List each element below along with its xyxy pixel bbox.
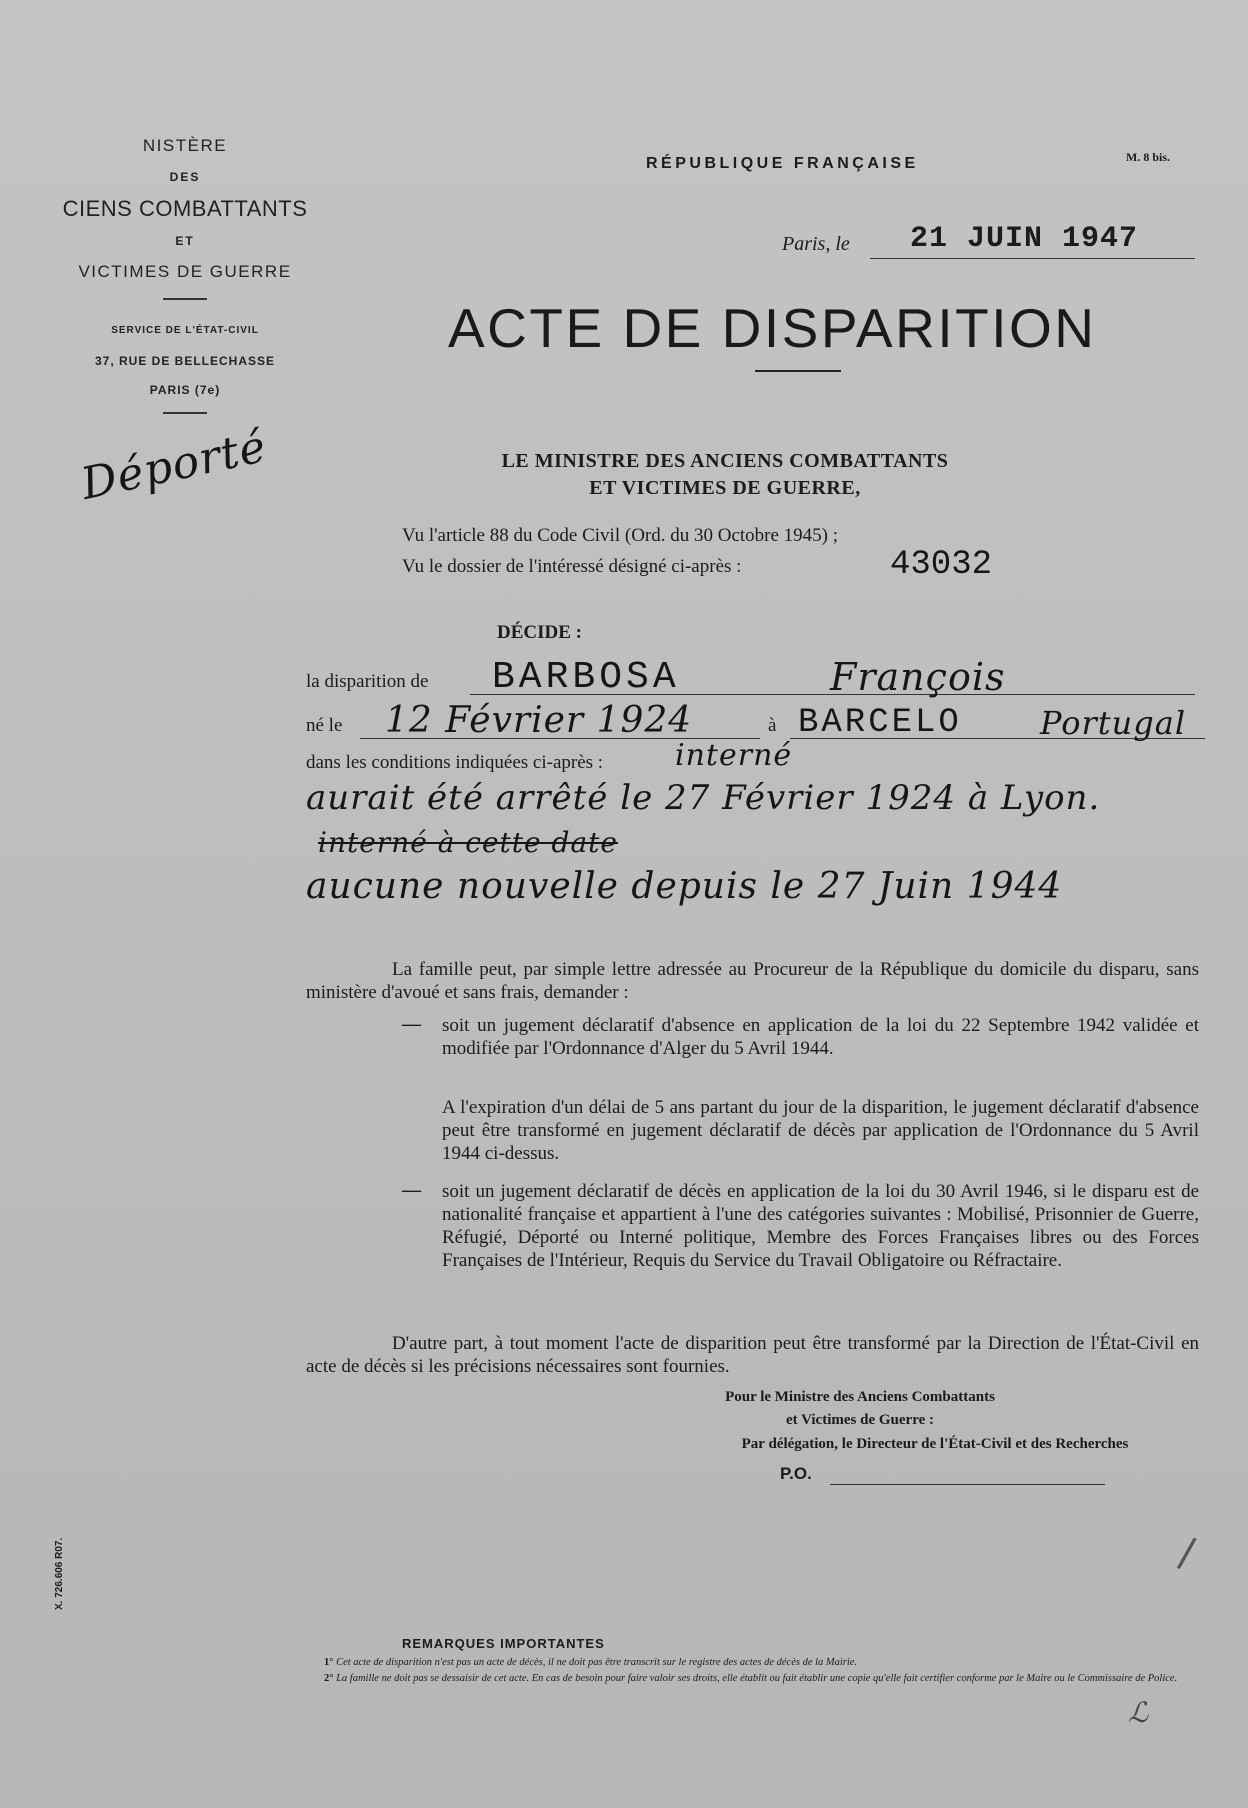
paris-label: Paris, le bbox=[782, 233, 850, 255]
remarque-2-text: La famille ne doit pas se dessaisir de cet acte. En cas de besoin pour faire valoir ses droits, elle établit ou fait établir une copie qu'elle fait certifier conforme par le Maire ou le Commissaire de Police. bbox=[336, 1673, 1178, 1684]
dossier-number: 43032 bbox=[890, 546, 993, 584]
title-underline bbox=[755, 370, 841, 372]
vu-article: Vu l'article 88 du Code Civil (Ord. du 30 Octobre 1945) ; bbox=[402, 525, 839, 546]
dash-2: — bbox=[402, 1180, 421, 1201]
address-label: 37, RUE DE BELLECHASSE bbox=[94, 354, 276, 368]
remarque-2-num: 2° bbox=[324, 1673, 334, 1684]
minister-line-2: ET VICTIMES DE GUERRE, bbox=[589, 477, 861, 499]
dash-1: — bbox=[402, 1014, 421, 1035]
ministry-line-4: ET bbox=[175, 234, 195, 248]
hw-line-1: aurait été arrêté le 27 Février 1924 à Lyon. bbox=[306, 778, 1101, 818]
city-label: PARIS (7e) bbox=[149, 383, 221, 397]
ministry-line-2: DES bbox=[169, 170, 201, 184]
remarque-1 bbox=[324, 1656, 1204, 1669]
po-label: P.O. bbox=[780, 1464, 812, 1483]
conditions-label: dans les conditions indiquées ci-après : bbox=[306, 752, 604, 773]
ministry-line-1: NISTÈRE bbox=[142, 136, 228, 155]
remarque-1-text: Cet acte de disparition n'est pas un acte de décès, il ne doit pas être transcrit sur le registre des actes de décès de la Mairie. bbox=[336, 1657, 858, 1668]
service-label: SERVICE DE L'ÉTAT-CIVIL bbox=[111, 325, 259, 336]
item-1-sub: A l'expiration d'un délai de 5 ans partant du jour de la disparition, le jugement déclaratif d'absence peut être transformé en jugement déclaratif de décès par application de l'Ordonnance du 5 Avril 1944 ci-dessus. bbox=[442, 1097, 1199, 1164]
vu-dossier: Vu le dossier de l'intéressé désigné ci-après : bbox=[402, 556, 742, 577]
birth-country: Portugal bbox=[1040, 704, 1187, 742]
birth-place: BARCELO bbox=[798, 704, 962, 742]
header-rule-2 bbox=[163, 412, 207, 414]
decide-label: DÉCIDE : bbox=[497, 622, 582, 643]
remarques-title: REMARQUES IMPORTANTES bbox=[402, 1636, 605, 1651]
remarque-1-num: 1° bbox=[324, 1657, 334, 1668]
name-surname: BARBOSA bbox=[492, 656, 680, 699]
sig-line-1: Pour le Ministre des Anciens Combattants bbox=[725, 1389, 995, 1405]
item-1: soit un jugement déclaratif d'absence en application de la loi du 22 Septembre 1942 validée et modifiée par l'Ordonnance d'Alger du 5 Avril 1944. bbox=[442, 1015, 1199, 1059]
date-value: 21 JUIN 1947 bbox=[910, 222, 1139, 256]
hw-interne-insert: interné bbox=[675, 738, 793, 773]
signature-line bbox=[830, 1484, 1105, 1485]
hw-line-3: aucune nouvelle depuis le 27 Juin 1944 bbox=[306, 866, 1063, 907]
a-label: à bbox=[768, 715, 777, 736]
remarque-2 bbox=[324, 1672, 1204, 1685]
item-2: soit un jugement déclaratif de décès en application de la loi du 30 Avril 1946, si le disparu est de nationalité française et appartient à l'une des catégories suivantes : Mobilisé, Prisonnier de Guerre, Réfugié, Déporté ou Interné politique, Membre des Forces Françaises libres ou des Forces Françaises de l'Intérieur, Requis du Service du Travail Obligatoire ou Réfractaire. bbox=[442, 1181, 1199, 1271]
disparition-label: la disparition de bbox=[306, 671, 429, 692]
date-line bbox=[870, 258, 1195, 259]
ministry-line-5: VICTIMES DE GUERRE bbox=[78, 262, 292, 281]
model-ref: M. 8 bis. bbox=[1126, 150, 1171, 164]
document-title: ACTE DE DISPARITION bbox=[448, 297, 1097, 359]
name-first: François bbox=[830, 655, 1006, 699]
pencil-mark: / bbox=[1175, 1529, 1199, 1577]
initials-mark: ℒ bbox=[1128, 1696, 1149, 1729]
ne-le-label: né le bbox=[306, 715, 343, 736]
ministry-line-3: CIENS COMBATTANTS bbox=[62, 196, 308, 221]
header-rule-1 bbox=[163, 298, 207, 300]
sig-line-2: et Victimes de Guerre : bbox=[785, 1412, 934, 1428]
printer-ref: X. 726.606 R07. bbox=[54, 1537, 65, 1610]
birth-date: 12 Février 1924 bbox=[385, 700, 693, 741]
annotation-deporte: Déporté bbox=[76, 421, 271, 510]
para-famille: La famille peut, par simple lettre adressée au Procureur de la République du domicile du disparu, sans ministère d'avoué et sans frais, demander : bbox=[306, 959, 1199, 1003]
hw-struck-line: interné à cette date bbox=[318, 826, 618, 859]
sig-line-3: Par délégation, le Directeur de l'État-Civil et des Recherches bbox=[741, 1436, 1129, 1452]
para-autre: D'autre part, à tout moment l'acte de disparition peut être transformé par la Direction de l'État-Civil en acte de décès si les précisions nécessaires sont fournies. bbox=[306, 1333, 1199, 1377]
minister-line-1: LE MINISTRE DES ANCIENS COMBATTANTS bbox=[501, 450, 949, 472]
republic-heading: RÉPUBLIQUE FRANÇAISE bbox=[646, 155, 919, 172]
